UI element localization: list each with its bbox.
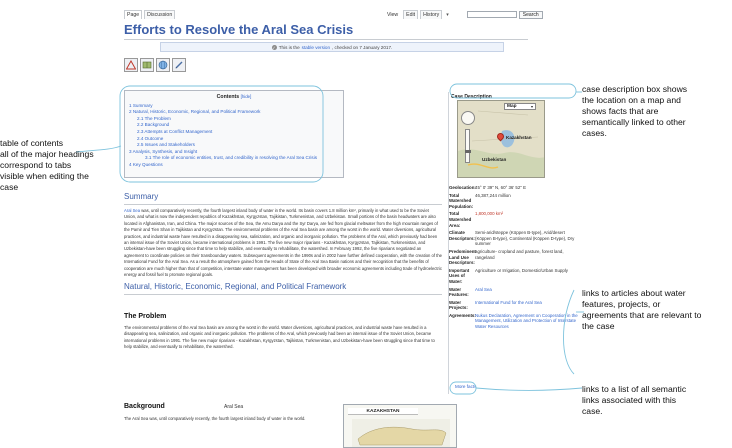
- case-description-title: Case Description: [451, 94, 492, 100]
- infobox-caption: Aral Sea: [224, 404, 244, 410]
- stable-notice-rest: , checked on 7 January 2017.: [332, 44, 393, 50]
- fact-key: Total Watershed Population:: [449, 192, 474, 209]
- fact-value[interactable]: Aral Sea: [475, 286, 492, 292]
- fact-key: Important Uses of Water:: [449, 267, 470, 284]
- tab-page[interactable]: Page: [124, 10, 142, 19]
- fact-key: Water Features:: [449, 286, 469, 298]
- fact-value: agriculture- cropland and pasture, forest land, rangeland: [475, 248, 564, 260]
- fact-key: Geolocation:: [449, 185, 476, 190]
- fact-key: Climate Descriptors:: [449, 230, 475, 241]
- fact-key: Total Watershed Area:: [449, 211, 472, 228]
- tab-discussion[interactable]: Discussion: [144, 10, 175, 19]
- checkmark-icon: ✓: [272, 44, 276, 50]
- toc-item[interactable]: 2.2 Background: [137, 122, 170, 128]
- fact-key: Agreements:: [449, 312, 476, 318]
- fact-value[interactable]: International Fund for the Aral Sea: [475, 299, 542, 305]
- tab-history[interactable]: History: [420, 10, 442, 19]
- map-type-label: Map: [507, 104, 517, 109]
- toc-hide-link[interactable]: [hide]: [240, 94, 252, 99]
- toc-item[interactable]: 2 Natural, Historic, Economic, Regional, and Political Framework: [129, 109, 261, 115]
- infobox-title: KAZAKHSTAN: [348, 408, 418, 415]
- annotation-links: links to articles about water features, projects, or agreements that are relevant to the case: [582, 288, 702, 331]
- search-button[interactable]: Search: [519, 11, 543, 19]
- stable-version-link[interactable]: stable version: [301, 44, 330, 50]
- toc-item[interactable]: 2.4 Outcome: [137, 135, 164, 141]
- toc-item[interactable]: 2.5 Issues and Stakeholders: [137, 142, 195, 148]
- fact-key: Water Projects:: [449, 299, 468, 311]
- toc-item[interactable]: 2.1 The Problem: [137, 115, 171, 121]
- background-paragraph: The Aral Sea was, until comparatively recently, the fourth largest inland body of water in the world.: [124, 416, 306, 421]
- toc-item[interactable]: 1 Summary: [129, 102, 153, 108]
- tab-view[interactable]: View: [387, 11, 399, 18]
- fact-value[interactable]: Nukus Declaration, Agreement on Cooperation in the Management, Utilization and Protection of Interstate Water Resources: [475, 312, 578, 330]
- chevron-down-icon: ▾: [530, 104, 533, 109]
- fact-value: 1,800,000 km²: [475, 211, 504, 217]
- more-facts-link[interactable]: More facts: [455, 384, 477, 389]
- problem-paragraph: The environmental problems of the Aral Sea basin are among the worst in the world. Water diversions, agricultural practices, and industrial waste have resulted in a disappearing sea, salinization, and organic and inorganic pollution. The problems of the Aral, which previously had been an internal issue of the Soviet Union, became international problems in 1991. The five new major riparians - Kazakhstan, Kyrgyzstan, Tajikistan, Turkmenistan, and Uzbekistan-have been struggling since that time to help stabilize, and eventually to rehabilitate, the watershed.: [124, 325, 435, 350]
- fact-value: Semi-arid/steppe (Köppen B-type), Arid/desert (Köppen B-type), Continental (Köppen D-type), Dry summer: [475, 230, 575, 247]
- stable-notice-text: This is the: [278, 44, 300, 50]
- fact-value: 45° 0' 39" N, 60° 36' 52" E: [475, 185, 527, 190]
- annotation-case-box: case description box shows the location on a map and shows facts that are semantically linked to other cases.: [582, 84, 688, 138]
- annotation-toc: table of contents all of the major headings correspond to tabs visible when editing the case: [0, 138, 94, 192]
- toc-item[interactable]: 3.1 The role of economic entities, trust, and credibility in resolving the Aral Sea Crisis: [145, 155, 318, 161]
- toc-title: Contents: [216, 94, 240, 100]
- toc-item[interactable]: 4 Key Questions: [129, 161, 163, 167]
- chevron-down-icon[interactable]: ▾: [446, 11, 449, 18]
- fact-value: Agriculture or Irrigation, Domestic/Urban Supply: [475, 267, 568, 273]
- toc-item[interactable]: 2.3 Attempts at Conflict Management: [137, 128, 213, 134]
- summary-heading: Summary: [124, 192, 159, 201]
- annotation-more-facts: links to a list of all semantic links associated with this case.: [582, 384, 687, 416]
- fact-key: Predominent Land Use Descriptors:: [449, 248, 476, 266]
- problem-heading: The Problem: [124, 313, 167, 320]
- aral-sea-link[interactable]: Aral Sea: [124, 208, 141, 213]
- map-label-kazakhstan: Kazakhstan: [506, 135, 532, 140]
- summary-text: was, until comparatively recently, the fourth largest inland body of water in the world. Its basin covers 1.8 million km², primarily in what used to be the Soviet Union, and what is now the independent republics of Kazakhstan, Kyrgyzstan, Tajikistan, Turkmenistan, and Uzbekistan. Small portions of the basin headwaters are also located in Afghanistan, Iran, and China. The major sources of the Sea, the Amu Darya and the Syr Darya, are fed from glacial meltwater from the high mountain ranges of the Pamir and Tien Shan in Tajikistan and Kyrgyzstan. The environmental problems of the Aral Sea basin are among the worst in the world. Water diversions, agricultural practices, and industrial waste have resulted in a disappearing sea, salinization, and organic and inorganic pollution. The problems of the Aral, which previously had been an internal issue of the Soviet Union, became international problems in 1991. The five new major riparians - Kazakhstan, Kyrgyzstan, Tajikistan, Turkmenistan, and Uzbekistan-have been struggling since that time to help stabilize, and eventually to rehabilitate, the watershed. In February 1992, the five riparians negotiated an agreement to coordinate policies on their transboundary waters. Subsequent agreements in the 1990s and in 2002 have further defined cooperation, with the creation of the International Fund for the Aral Sea. As a result the atmosphere gained from the Heads of State of the Aral Sea Basin nations and their recognition that the benefits of cooperation are much higher than that of competition, interstate water management has been developed with broader economic agreements including trade of hydroelectric energy and fossil fuel to promote regional goals.: [124, 208, 442, 278]
- toc-item[interactable]: 3 Analysis, Synthesis, and Insight: [129, 148, 198, 154]
- background-heading: Background: [124, 403, 165, 410]
- fact-value: 46,387,244 million: [475, 192, 511, 198]
- framework-heading: Natural, Historic, Economic, Regional, and Political Framework: [124, 282, 347, 291]
- map-label-uzbekistan: Uzbekistan: [482, 157, 507, 162]
- tab-edit[interactable]: Edit: [403, 10, 418, 19]
- page-title: Efforts to Resolve the Aral Sea Crisis: [124, 22, 354, 37]
